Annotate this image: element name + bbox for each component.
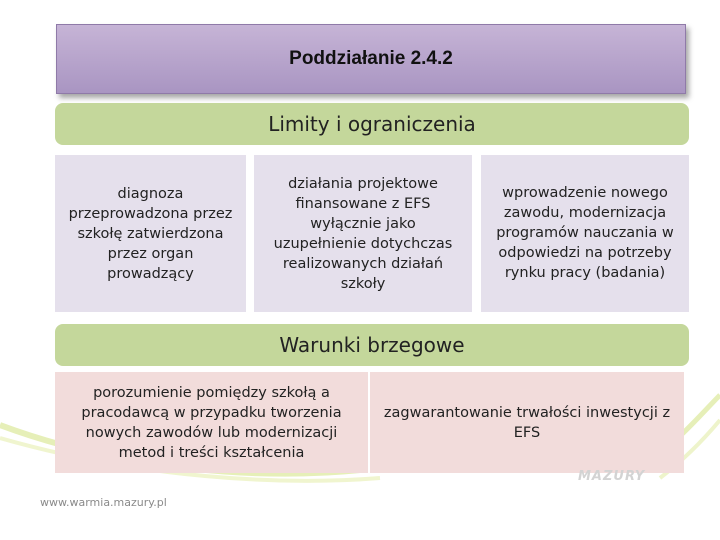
limit-card-efs-activities: działania projektowe finansowane z EFS wyłącznie jako uzupełnienie dotychczas realizowanych działań szkoły: [254, 155, 472, 312]
condition-card-durability: zagwarantowanie trwałości inwestycji z EFS: [370, 372, 684, 473]
limit-card-diagnosis: diagnoza przeprowadzona przez szkołę zatwierdzona przez organ prowadzący: [55, 155, 246, 312]
page-title: Poddziałanie 2.4.2: [56, 24, 686, 94]
footer-url: www.warmia.mazury.pl: [40, 496, 167, 509]
limit-card-new-profession: wprowadzenie nowego zawodu, modernizacja programów nauczania w odpowiedzi na potrzeby rynku pracy (badania): [481, 155, 689, 312]
condition-card-agreement: porozumienie pomiędzy szkołą a pracodawcą w przypadku tworzenia nowych zawodów lub modernizacji metod i treści kształcenia: [55, 372, 368, 473]
brand-logo: MAZURY: [578, 469, 646, 484]
conditions-band: Warunki brzegowe: [55, 324, 689, 366]
limits-band: Limity i ograniczenia: [55, 103, 689, 145]
